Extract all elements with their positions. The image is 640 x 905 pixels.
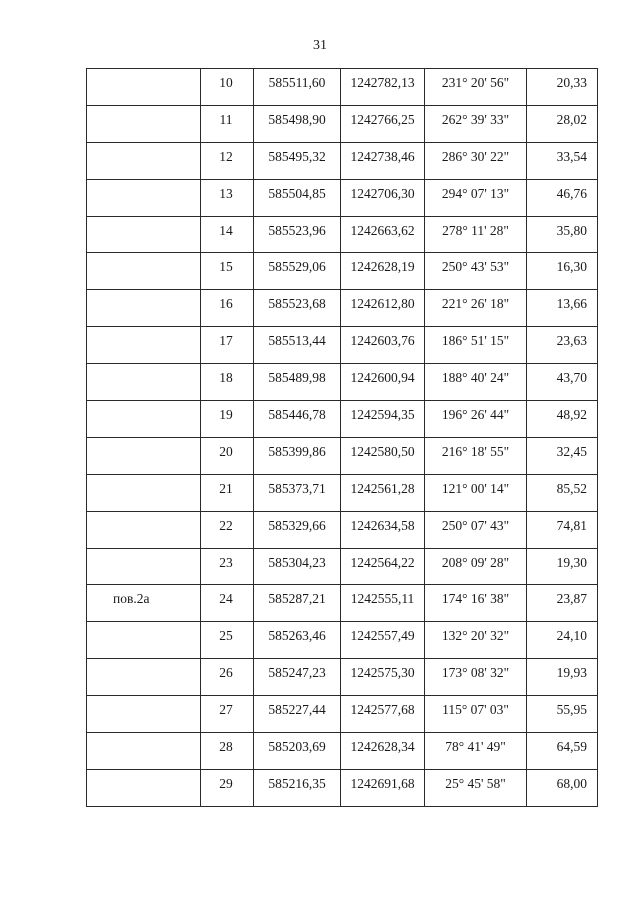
parcel-label-value — [87, 622, 200, 628]
segment-length-value: 68,00 — [556, 775, 587, 791]
x-coordinate-cell — [254, 659, 341, 696]
x-coordinate-value: 585287,21 — [268, 591, 326, 607]
y-coordinate-cell — [341, 769, 425, 806]
direction-angle-cell — [425, 474, 527, 511]
segment-length-value: 13,66 — [556, 296, 587, 312]
direction-angle-cell — [425, 769, 527, 806]
point-number-value: 22 — [219, 517, 233, 533]
point-number-cell — [201, 69, 254, 106]
direction-angle-cell — [425, 696, 527, 733]
point-number-cell — [201, 474, 254, 511]
point-number-value: 14 — [219, 222, 233, 238]
y-coordinate-cell — [341, 69, 425, 106]
segment-length-cell — [527, 401, 598, 438]
direction-angle-value: 186° 51' 15" — [441, 333, 510, 349]
table-row — [87, 659, 598, 696]
point-number-cell — [201, 511, 254, 548]
direction-angle-cell — [425, 179, 527, 216]
direction-angle-value: 173° 08' 32" — [441, 665, 510, 681]
y-coordinate-cell — [341, 437, 425, 474]
y-coordinate-cell — [341, 401, 425, 438]
segment-length-value: 85,52 — [556, 480, 587, 496]
direction-angle-value: 25° 45' 58" — [445, 775, 506, 791]
direction-angle-cell — [425, 142, 527, 179]
point-number-value: 11 — [219, 111, 233, 127]
point-number-cell — [201, 179, 254, 216]
point-number-cell — [201, 733, 254, 770]
point-number-value: 27 — [219, 702, 233, 718]
x-coordinate-value: 585529,06 — [268, 259, 326, 275]
parcel-label-cell — [87, 142, 201, 179]
point-number-value: 25 — [219, 628, 233, 644]
point-number-cell — [201, 364, 254, 401]
segment-length-cell — [527, 474, 598, 511]
table-row — [87, 437, 598, 474]
parcel-label-cell — [87, 696, 201, 733]
parcel-label-cell — [87, 327, 201, 364]
point-number-value: 28 — [219, 739, 233, 755]
point-number-value: 26 — [219, 665, 233, 681]
direction-angle-cell — [425, 327, 527, 364]
parcel-label-value — [87, 180, 200, 186]
table-row — [87, 733, 598, 770]
parcel-label-cell — [87, 290, 201, 327]
y-coordinate-cell — [341, 216, 425, 253]
point-number-value: 13 — [219, 185, 233, 201]
direction-angle-value: 216° 18' 55" — [441, 443, 510, 459]
segment-length-cell — [527, 253, 598, 290]
point-number-cell — [201, 105, 254, 142]
parcel-label-value — [87, 69, 200, 75]
point-number-cell — [201, 401, 254, 438]
parcel-label-cell — [87, 474, 201, 511]
point-number-value: 21 — [219, 480, 233, 496]
point-number-value: 16 — [219, 296, 233, 312]
x-coordinate-cell — [254, 216, 341, 253]
table-row — [87, 290, 598, 327]
point-number-value: 17 — [219, 333, 233, 349]
table-row — [87, 696, 598, 733]
point-number-value: 12 — [219, 148, 233, 164]
direction-angle-value: 78° 41' 49" — [445, 739, 506, 755]
direction-angle-value: 250° 07' 43" — [441, 517, 510, 533]
x-coordinate-cell — [254, 69, 341, 106]
parcel-label-value — [87, 290, 200, 296]
direction-angle-value: 188° 40' 24" — [441, 370, 510, 386]
parcel-label-value — [87, 401, 200, 407]
direction-angle-value: 262° 39' 33" — [441, 111, 510, 127]
parcel-label-value — [87, 253, 200, 259]
y-coordinate-cell — [341, 253, 425, 290]
table-row — [87, 474, 598, 511]
x-coordinate-value: 585523,96 — [268, 222, 326, 238]
table-row — [87, 142, 598, 179]
segment-length-cell — [527, 511, 598, 548]
table-row — [87, 69, 598, 106]
x-coordinate-value: 585216,35 — [268, 775, 326, 791]
x-coordinate-value: 585523,68 — [268, 296, 326, 312]
parcel-label-value — [87, 364, 200, 370]
segment-length-value: 23,63 — [556, 333, 587, 349]
point-number-value: 20 — [219, 443, 233, 459]
table-row — [87, 511, 598, 548]
y-coordinate-value: 1242577,68 — [350, 702, 415, 718]
point-number-cell — [201, 290, 254, 327]
segment-length-value: 23,87 — [556, 591, 587, 607]
parcel-label-cell — [87, 105, 201, 142]
x-coordinate-value: 585489,98 — [268, 370, 326, 386]
parcel-label-value — [87, 106, 200, 112]
point-number-cell — [201, 585, 254, 622]
segment-length-value: 55,95 — [556, 702, 587, 718]
y-coordinate-cell — [341, 696, 425, 733]
x-coordinate-value: 585304,23 — [268, 554, 326, 570]
segment-length-value: 32,45 — [556, 443, 587, 459]
point-number-cell — [201, 548, 254, 585]
y-coordinate-value: 1242628,19 — [350, 259, 415, 275]
point-number-cell — [201, 622, 254, 659]
segment-length-cell — [527, 696, 598, 733]
direction-angle-value: 174° 16' 38" — [441, 591, 510, 607]
table-row — [87, 622, 598, 659]
segment-length-value: 35,80 — [556, 222, 587, 238]
direction-angle-value: 121° 00' 14" — [441, 480, 510, 496]
parcel-label-value — [87, 475, 200, 481]
segment-length-value: 24,10 — [556, 628, 587, 644]
direction-angle-value: 221° 26' 18" — [441, 296, 510, 312]
direction-angle-cell — [425, 437, 527, 474]
y-coordinate-value: 1242600,94 — [350, 370, 415, 386]
x-coordinate-value: 585495,32 — [268, 148, 326, 164]
x-coordinate-cell — [254, 622, 341, 659]
parcel-label-cell — [87, 511, 201, 548]
y-coordinate-value: 1242555,11 — [350, 591, 415, 607]
y-coordinate-value: 1242564,22 — [350, 554, 415, 570]
point-number-value: 15 — [219, 259, 233, 275]
segment-length-value: 48,92 — [556, 407, 587, 423]
y-coordinate-cell — [341, 511, 425, 548]
parcel-label-value — [87, 217, 200, 223]
segment-length-cell — [527, 142, 598, 179]
x-coordinate-cell — [254, 733, 341, 770]
direction-angle-value: 231° 20' 56" — [441, 75, 510, 90]
segment-length-value: 74,81 — [556, 517, 587, 533]
x-coordinate-value: 585513,44 — [268, 333, 326, 349]
y-coordinate-cell — [341, 290, 425, 327]
direction-angle-value: 286° 30' 22" — [441, 148, 510, 164]
y-coordinate-cell — [341, 364, 425, 401]
segment-length-cell — [527, 548, 598, 585]
parcel-label-value — [87, 438, 200, 444]
x-coordinate-cell — [254, 585, 341, 622]
parcel-label-value — [87, 696, 200, 702]
y-coordinate-value: 1242612,80 — [350, 296, 415, 312]
segment-length-value: 43,70 — [556, 370, 587, 386]
x-coordinate-cell — [254, 290, 341, 327]
y-coordinate-cell — [341, 474, 425, 511]
x-coordinate-cell — [254, 179, 341, 216]
parcel-label-cell — [87, 364, 201, 401]
x-coordinate-value: 585329,66 — [268, 517, 326, 533]
point-number-cell — [201, 659, 254, 696]
segment-length-cell — [527, 585, 598, 622]
y-coordinate-cell — [341, 585, 425, 622]
y-coordinate-value: 1242561,28 — [350, 480, 415, 496]
x-coordinate-value: 585227,44 — [268, 702, 326, 718]
y-coordinate-value: 1242594,35 — [350, 407, 415, 423]
point-number-cell — [201, 142, 254, 179]
parcel-label-cell — [87, 216, 201, 253]
x-coordinate-cell — [254, 474, 341, 511]
parcel-label-value — [87, 770, 200, 776]
table-row — [87, 401, 598, 438]
parcel-label-value — [87, 327, 200, 333]
point-number-cell — [201, 769, 254, 806]
x-coordinate-value: 585263,46 — [268, 628, 326, 644]
parcel-label-cell — [87, 733, 201, 770]
segment-length-cell — [527, 364, 598, 401]
parcel-label-value — [87, 549, 200, 555]
direction-angle-cell — [425, 364, 527, 401]
segment-length-value: 19,93 — [556, 665, 587, 681]
point-number-value: 10 — [219, 75, 233, 90]
direction-angle-cell — [425, 401, 527, 438]
x-coordinate-cell — [254, 142, 341, 179]
table-row — [87, 585, 598, 622]
point-number-cell — [201, 216, 254, 253]
direction-angle-cell — [425, 511, 527, 548]
x-coordinate-cell — [254, 511, 341, 548]
segment-length-cell — [527, 733, 598, 770]
page-number: 31 — [313, 38, 327, 53]
x-coordinate-value: 585373,71 — [268, 480, 326, 496]
point-number-value: 29 — [219, 775, 233, 791]
table-row — [87, 253, 598, 290]
segment-length-value: 16,30 — [556, 259, 587, 275]
table-row — [87, 179, 598, 216]
coordinates-table-body — [87, 69, 598, 807]
table-row — [87, 769, 598, 806]
parcel-label-cell — [87, 253, 201, 290]
segment-length-cell — [527, 105, 598, 142]
point-number-value: 19 — [219, 407, 233, 423]
y-coordinate-cell — [341, 179, 425, 216]
y-coordinate-value: 1242766,25 — [350, 111, 415, 127]
y-coordinate-cell — [341, 142, 425, 179]
y-coordinate-cell — [341, 105, 425, 142]
y-coordinate-cell — [341, 659, 425, 696]
direction-angle-cell — [425, 105, 527, 142]
y-coordinate-value: 1242557,49 — [350, 628, 415, 644]
y-coordinate-value: 1242634,58 — [350, 517, 415, 533]
segment-length-value: 19,30 — [556, 554, 587, 570]
parcel-label-cell — [87, 179, 201, 216]
segment-length-cell — [527, 622, 598, 659]
point-number-cell — [201, 696, 254, 733]
point-number-value: 24 — [219, 591, 233, 607]
point-number-value: 23 — [219, 554, 233, 570]
y-coordinate-cell — [341, 327, 425, 364]
direction-angle-value: 115° 07' 03" — [442, 702, 509, 718]
direction-angle-value: 196° 26' 44" — [441, 407, 510, 423]
parcel-label-value: пов.2а — [113, 591, 150, 607]
direction-angle-cell — [425, 290, 527, 327]
y-coordinate-value: 1242603,76 — [350, 333, 415, 349]
x-coordinate-value: 585399,86 — [268, 443, 326, 459]
direction-angle-value: 278° 11' 28" — [442, 222, 509, 238]
direction-angle-cell — [425, 548, 527, 585]
direction-angle-value: 208° 09' 28" — [441, 554, 510, 570]
segment-length-cell — [527, 179, 598, 216]
parcel-label-cell — [87, 585, 201, 622]
x-coordinate-cell — [254, 548, 341, 585]
x-coordinate-value: 585247,23 — [268, 665, 326, 681]
segment-length-cell — [527, 216, 598, 253]
point-number-cell — [201, 327, 254, 364]
parcel-label-value — [87, 733, 200, 739]
y-coordinate-value: 1242691,68 — [350, 775, 415, 791]
x-coordinate-cell — [254, 769, 341, 806]
parcel-label-cell — [87, 69, 201, 106]
direction-angle-cell — [425, 253, 527, 290]
coordinates-table — [86, 68, 598, 807]
parcel-label-cell — [87, 401, 201, 438]
y-coordinate-value: 1242706,30 — [350, 185, 415, 201]
x-coordinate-cell — [254, 253, 341, 290]
parcel-label-value — [87, 512, 200, 518]
y-coordinate-cell — [341, 733, 425, 770]
x-coordinate-value: 585504,85 — [268, 185, 326, 201]
parcel-label-cell — [87, 437, 201, 474]
parcel-label-cell — [87, 659, 201, 696]
x-coordinate-cell — [254, 696, 341, 733]
y-coordinate-cell — [341, 622, 425, 659]
x-coordinate-cell — [254, 401, 341, 438]
direction-angle-cell — [425, 69, 527, 106]
segment-length-cell — [527, 69, 598, 106]
direction-angle-cell — [425, 659, 527, 696]
table-row — [87, 105, 598, 142]
direction-angle-value: 250° 43' 53" — [441, 259, 510, 275]
y-coordinate-value: 1242628,34 — [350, 739, 415, 755]
segment-length-cell — [527, 327, 598, 364]
segment-length-value: 46,76 — [556, 185, 587, 201]
x-coordinate-value: 585498,90 — [268, 111, 326, 127]
x-coordinate-cell — [254, 437, 341, 474]
point-number-value: 18 — [219, 370, 233, 386]
segment-length-value: 33,54 — [556, 148, 587, 164]
segment-length-cell — [527, 659, 598, 696]
parcel-label-value — [87, 143, 200, 149]
point-number-cell — [201, 437, 254, 474]
parcel-label-value — [87, 659, 200, 665]
x-coordinate-value: 585446,78 — [268, 407, 326, 423]
parcel-label-cell — [87, 622, 201, 659]
y-coordinate-value: 1242580,50 — [350, 443, 415, 459]
point-number-cell — [201, 253, 254, 290]
direction-angle-value: 294° 07' 13" — [441, 185, 510, 201]
y-coordinate-value: 1242782,13 — [350, 75, 415, 90]
segment-length-cell — [527, 769, 598, 806]
segment-length-value: 20,33 — [556, 75, 587, 90]
table-row — [87, 327, 598, 364]
direction-angle-cell — [425, 622, 527, 659]
segment-length-value: 28,02 — [556, 111, 587, 127]
direction-angle-value: 132° 20' 32" — [441, 628, 510, 644]
table-row — [87, 364, 598, 401]
y-coordinate-cell — [341, 548, 425, 585]
y-coordinate-value: 1242738,46 — [350, 148, 415, 164]
parcel-label-cell — [87, 769, 201, 806]
direction-angle-cell — [425, 733, 527, 770]
table-row — [87, 216, 598, 253]
segment-length-cell — [527, 437, 598, 474]
direction-angle-cell — [425, 216, 527, 253]
x-coordinate-value: 585203,69 — [268, 739, 326, 755]
x-coordinate-value: 585511,60 — [268, 75, 326, 90]
x-coordinate-cell — [254, 105, 341, 142]
segment-length-value: 64,59 — [556, 739, 587, 755]
parcel-label-cell — [87, 548, 201, 585]
x-coordinate-cell — [254, 327, 341, 364]
x-coordinate-cell — [254, 364, 341, 401]
direction-angle-cell — [425, 585, 527, 622]
y-coordinate-value: 1242663,62 — [350, 222, 415, 238]
y-coordinate-value: 1242575,30 — [350, 665, 415, 681]
segment-length-cell — [527, 290, 598, 327]
table-row — [87, 548, 598, 585]
